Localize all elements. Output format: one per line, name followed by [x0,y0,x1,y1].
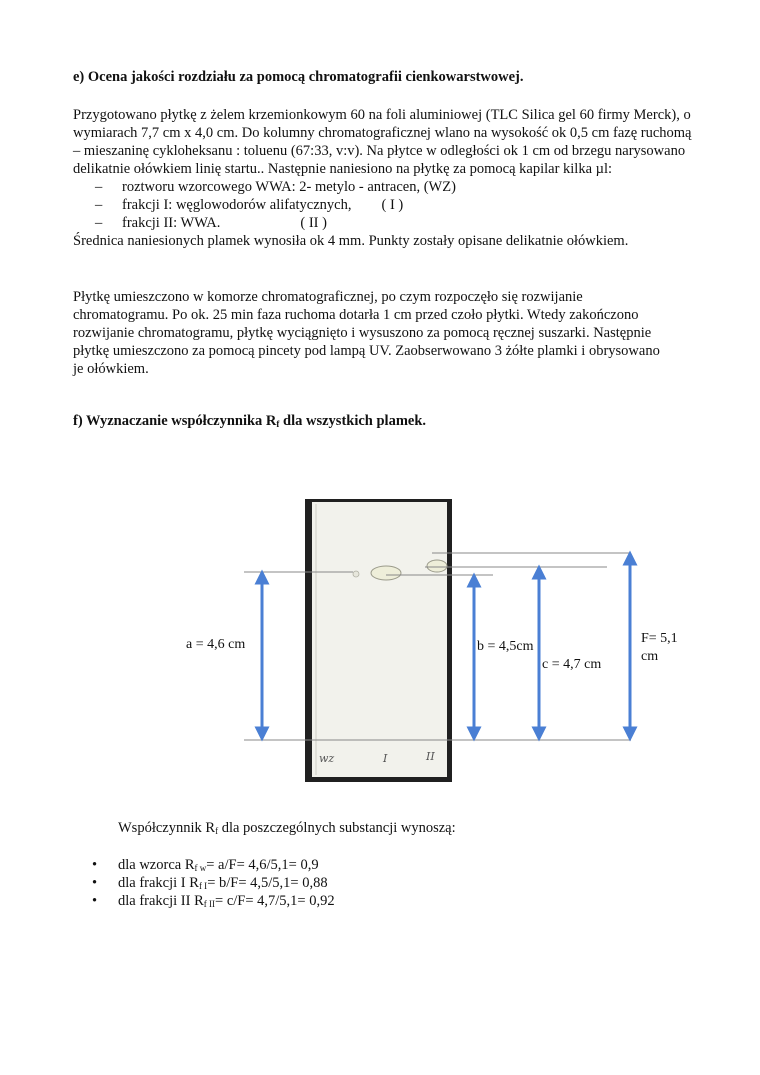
label-c: c = 4,7 cm [542,657,602,672]
development-paragraph: Płytkę umieszczono w komorze chromatograficznej, po czym rozpoczęło się rozwijanie chromatogramu. Po ok. 25 min faza ruchoma dotarła 1 cm przed czoło płytki. Wtedy zakończono rozwijanie chromatogramu, płytkę wyciągnięto i wysuszono za pomocą ręcznej suszarki. Następnie płytkę umieszczono za pomocą pincety pod lampą UV. Zaobserwowano 3 żółte plamki i obrysowano je ołówkiem. [73,289,660,377]
label-b: b = 4,5cm [477,639,534,654]
list-item: – roztworu wzorcowego WWA: 2- metylo - antracen, (WZ) [73,178,698,196]
rf-results-list [92,856,335,910]
label-a: a = 4,6 cm [186,637,246,652]
pencil-mark-i: I [383,752,388,765]
pencil-mark-ii: II [426,750,435,763]
label-f-line2: cm [641,649,659,664]
spot-fraction-ii [427,560,447,572]
list-item: – frakcji I: węglowodorów alifatycznych, ( I ) [73,196,698,214]
list-item: • dla frakcji I $R_{f I}= b/F= 4,5/5,1= 0,88$ [92,874,335,892]
list-item: – frakcji II: WWA. ( II ) [73,214,698,232]
list-item: • dla frakcji II $R_{f II}= c/F= 4,7/5,1= 0,92$ [92,892,335,910]
spot-diameter-paragraph: Średnica naniesionych plamek wynosiła ok 4 mm. Punkty zostały opisane delikatnie ołówkiem. [73,233,629,249]
section-f-heading: f) Wyznaczanie współczynnika $R_f$ dla wszystkich plamek. [73,413,427,429]
spot-fraction-i [371,566,401,580]
section-e-heading: e) Ocena jakości rozdziału za pomocą chromatografii cienkowarstwowej. [73,69,524,85]
list-item: • dla wzorca $R_{f w}= a/F= 4,6/5,1= 0,9$ [92,856,335,874]
preparation-paragraph: Przygotowano płytkę z żelem krzemionkowym 60 na foli aluminiowej (TLC Silica gel 60 firmy Merck), o wymiarach 7,7 cm x 4,0 cm. Do kolumny chromatograficznej wlano na wysokość ok 0,5 cm fazę ruchomą – mieszaninę cykloheksanu : toluenu (67:33, v:v). Na płytce w odległości ok 1 cm od brzegu narysowano delikatnie ołówkiem linię startu.. Następnie naniesiono na płytkę za pomocą kapilar kilka µl: [73,107,692,177]
label-f-line1: F= 5,1 [641,631,678,646]
rf-intro: Współczynnik $R_f$ dla poszczególnych substancji wynoszą: [118,820,456,836]
pencil-mark-wz: wz [319,752,335,765]
spot-standard [353,571,359,577]
tlc-plate [312,502,447,777]
